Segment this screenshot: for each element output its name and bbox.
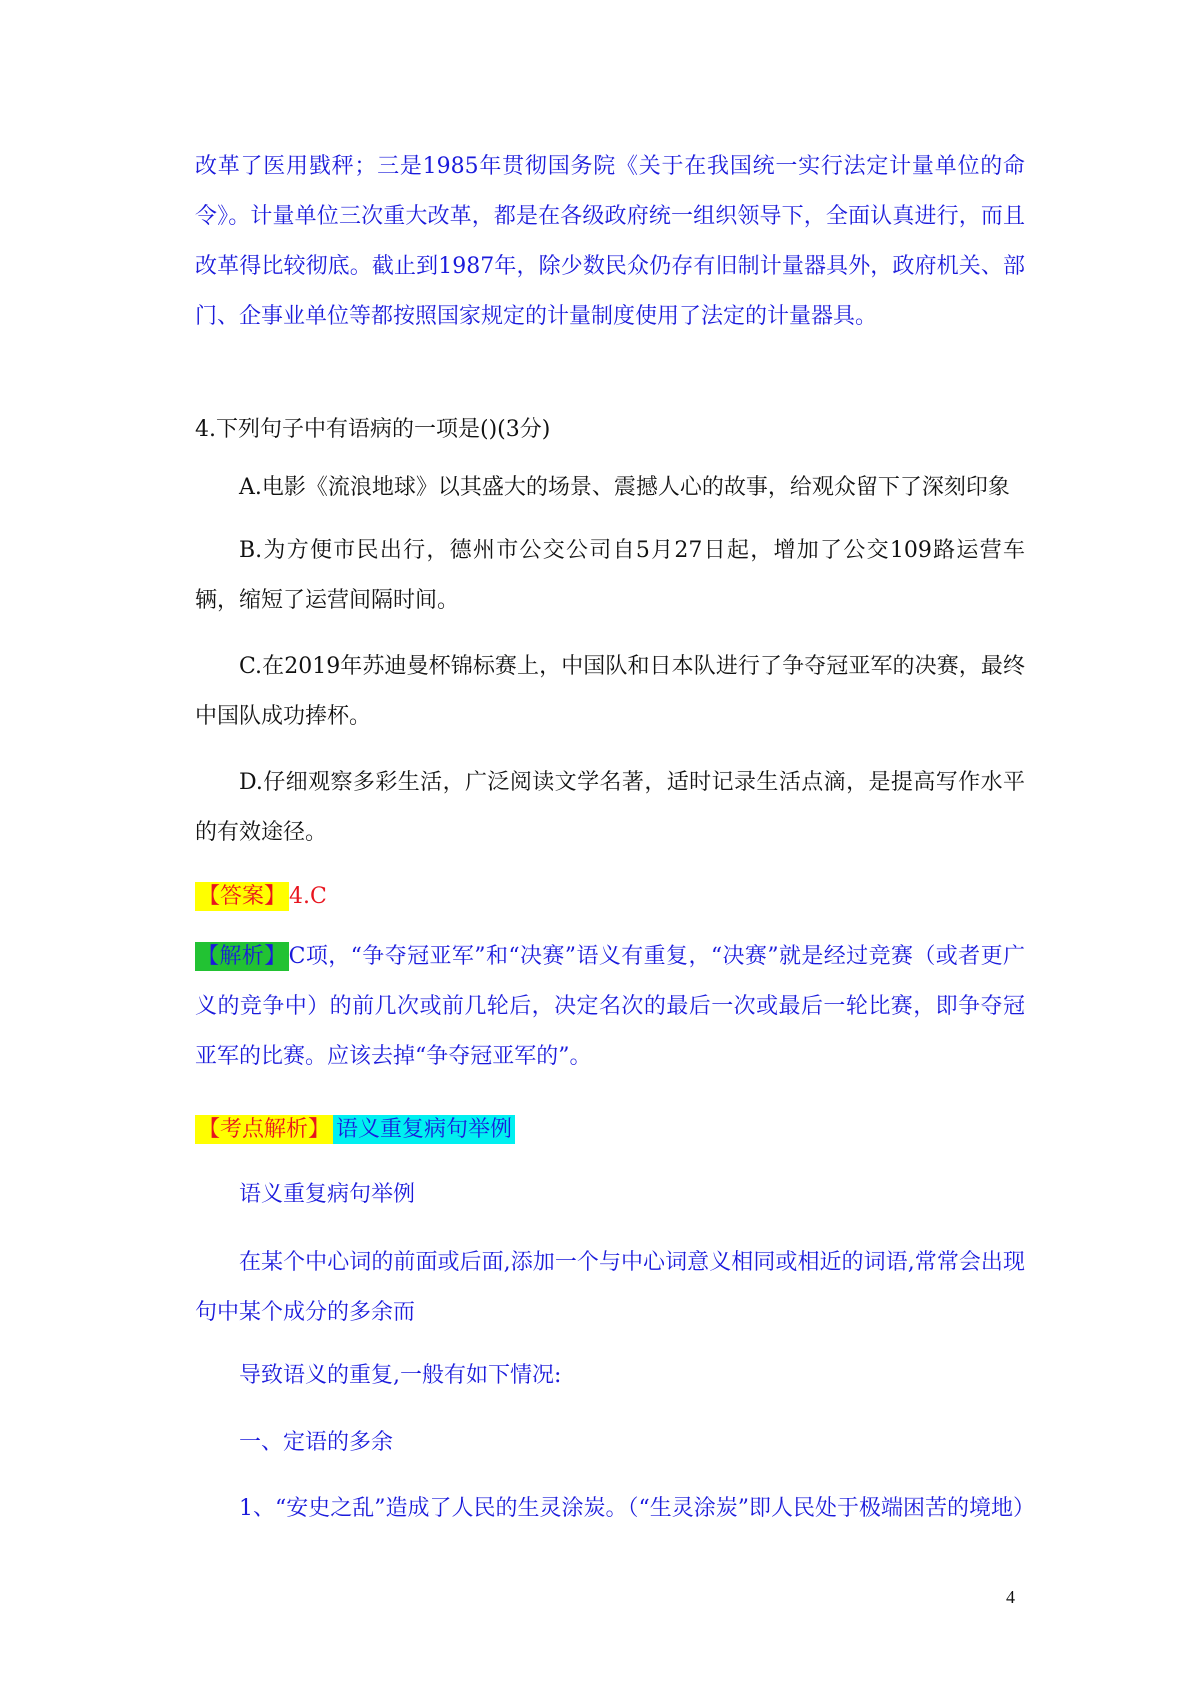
answer-line [195,872,1025,922]
answer-value: 4.C [289,884,327,909]
answer-tag: 【答案】 [195,882,289,911]
option-b: B.为方便市民出行，德州市公交公司自5月27日起，增加了公交109路运营车辆，缩短了运营间隔时间。 [195,538,1025,613]
key-point-tag: 【考点解析】 [195,1115,333,1144]
question-stem: 4.下列句子中有语病的一项是()(3分) [195,417,551,442]
analysis-tag: 【解析】 [197,944,287,969]
option-c: C.在2019年苏迪曼杯锦标赛上，中国队和日本队进行了争夺冠亚军的决赛，最终中国队成功捧杯。 [195,654,1025,729]
analysis-paragraph [195,932,1025,1082]
intro-paragraph: 改革了医用戥秤；三是1985年贯彻国务院《关于在我国统一实行法定计量单位的命令》。计量单位三次重大改革，都是在各级政府统一组织领导下，全面认真进行，而且改革得比较彻底。截止到1987年，除少数民众仍存有旧制计量器具外，政府机关、部门、企事业单位等都按照国家规定的计量制度使用了法定的计量器具。 [195,154,1025,329]
page-number: 4 [1006,1587,1015,1607]
key-point-title: 语义重复病句举例 [333,1115,515,1144]
key-point-line [195,1105,1025,1155]
option-a: A.电影《流浪地球》以其盛大的场景、震撼人心的故事，给观众留下了深刻印象 [239,475,1010,500]
explanation-continued: 导致语义的重复,一般有如下情况: [239,1363,562,1388]
explanation-heading: 语义重复病句举例 [239,1182,416,1207]
example-1: 1、“安史之乱”造成了人民的生灵涂炭。（“生灵涂炭”即人民处于极端困苦的境地） [239,1496,1035,1521]
option-d: D.仔细观察多彩生活，广泛阅读文学名著，适时记录生活点滴，是提高写作水平的有效途径。 [195,770,1025,845]
section-heading: 一、定语的多余 [239,1430,394,1455]
explanation-intro: 在某个中心词的前面或后面,添加一个与中心词意义相同或相近的词语,常常会出现句中某个成分的多余而 [195,1250,1025,1325]
analysis-text: C项，“争夺冠亚军”和“决赛”语义有重复，“决赛”就是经过竞赛（或者更广义的竞争中）的前几次或前几轮后，决定名次的最后一次或最后一轮比赛，即争夺冠亚军的比赛。应该去掉“争夺冠亚军的”。 [195,944,1025,1069]
